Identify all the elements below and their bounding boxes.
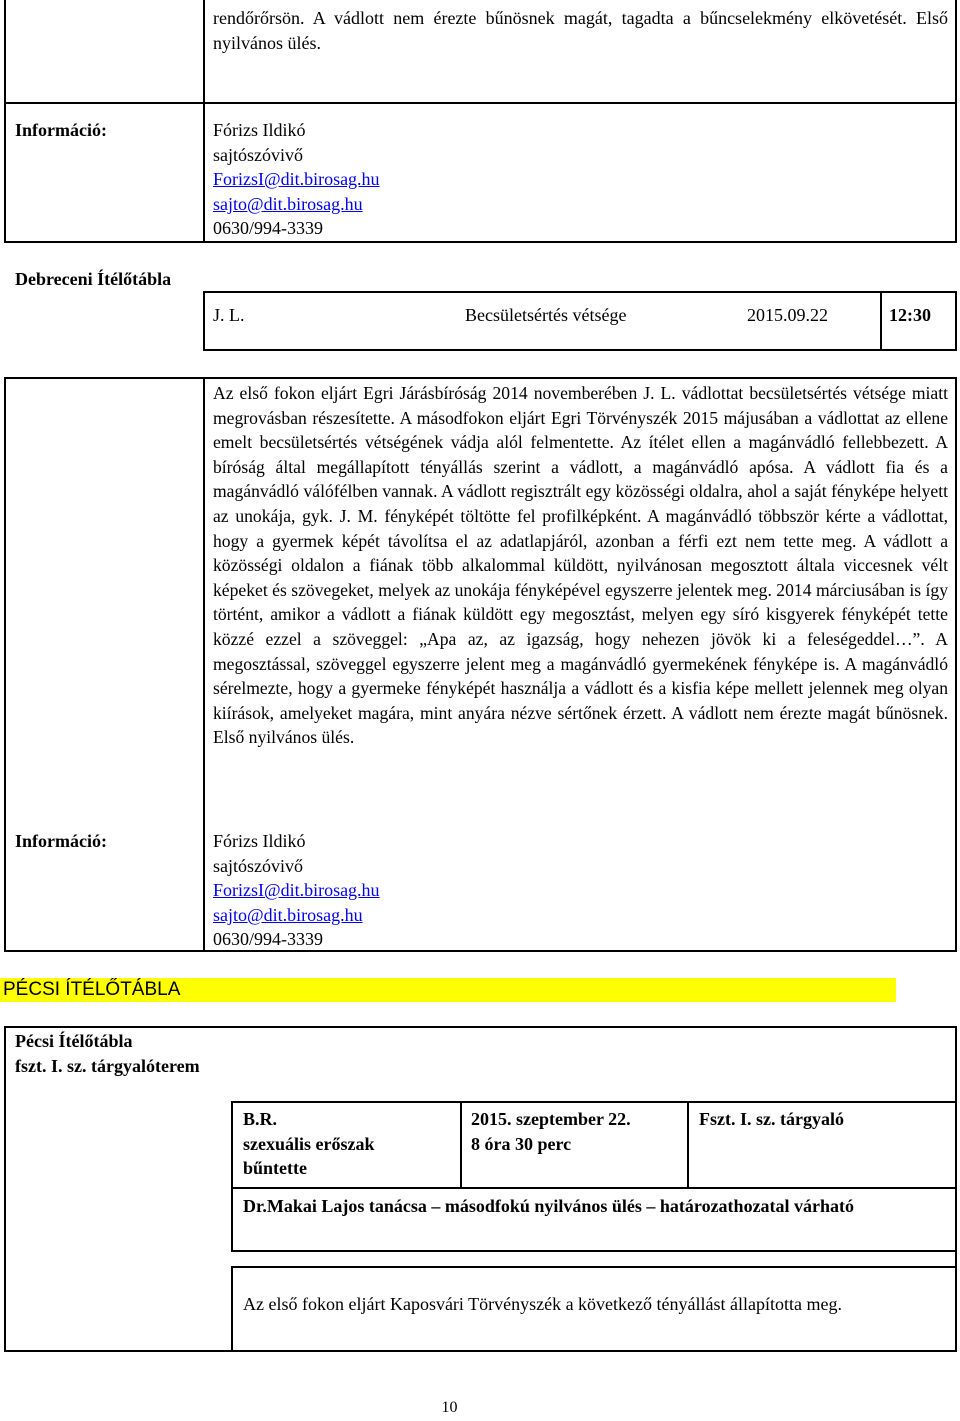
desc-table-right	[955, 377, 957, 952]
info2-email1-link[interactable]: ForizsI@dit.birosag.hu	[213, 880, 380, 901]
case-info	[243, 1107, 374, 1181]
page-number: 10	[441, 1399, 458, 1416]
case-table-top	[231, 1101, 955, 1103]
deb-date: 2015.09.22	[747, 305, 828, 325]
deb-time: 12:30	[889, 305, 931, 325]
table-row-divider	[4, 102, 957, 104]
deb-charge: Becsületsértés vétsége	[465, 305, 627, 325]
deb-description: Az első fokon eljárt Egri Járásbíróság 2014 novemberében J. L. vádlottat becsületsértés vétsége miatt megrovásban részesítette. A másodfokon eljárt Egri Törvényszék 2015 májusában a vádlottat az ellene emelt becsületsértés vétségének vádja alól felmentette. Az ítélet ellen a magánvádló fellebbezett. A bíróság által megállapított tényállás szerint a vádlott, a magánvádló apósa. A vádlott fia és a magánvádló válófélben vannak. A vádlott regisztrált egy közösségi oldalra, ahol a saját fényképe helyett az unokája, gyk. J. M. fényképét töltötte fel profilképként. A magánvádló többször kérte a vádlottat, hogy a gyermek képét távolítsa el az adatlapjáról, azonban a férfi ezt nem tette meg. A vádlott a közösségi oldalon a fiának több alkalommal küldött, nyilvánosan megosztott általa viccesnek vélt képeket és szövegeket, melyek az unokája fényképével egyszerre jelentek meg. 2014 márciusában is így történt, amikor a vádlott a fiának küldött egy megosztást, melyen egy síró kisgyerek fényképét tette közzé ezzel a szöveggel: „Apa az, az igazság, hogy nehezen jövök ki a feleségeddel…”. A megosztással, szöveggel egyszerre jelent meg a magánvádló gyermekének fényképe is. A magánvádló sérelmezte, hogy a gyermeke fényképét használja a vádlott és a kisfia képe mellett jelennek meg olyan kiírások, amelyeket magára, mint anyára nézve sértőnek érzett. A vádlott nem érezte magát bűnösnek. Első nyilvános ülés.	[213, 383, 948, 748]
table-border-right	[955, 0, 957, 243]
pecsi-box-left	[4, 1026, 6, 1352]
panel-left	[231, 1187, 233, 1252]
pecsi-box-bottom	[4, 1350, 957, 1352]
case-id: B.R.	[243, 1109, 278, 1129]
desc-table-mid	[203, 377, 205, 952]
case-charge-line1: szexuális erőszak	[243, 1133, 375, 1154]
desc-table-top	[4, 377, 957, 379]
desc-table-bottom	[4, 950, 957, 952]
case-table-left	[231, 1101, 233, 1189]
top-text: rendőrőrsön. A vádlott nem érezte bűnösnek magát, tagadta a bűncselekmény elkövetését. Első nyilvános ülés.	[213, 8, 948, 53]
desc-table-left	[4, 377, 6, 952]
case-col-divider1	[460, 1101, 462, 1189]
info1-role: sajtószóvivő	[213, 144, 303, 165]
case-panel: Dr.Makai Lajos tanácsa – másodfokú nyilvános ülés – határozathozatal várható	[243, 1196, 855, 1216]
info2-contact	[213, 829, 380, 952]
info2-email2-link[interactable]: sajto@dit.birosag.hu	[213, 904, 363, 925]
deb-table-left	[203, 291, 205, 351]
info1-label: Információ:	[15, 120, 107, 140]
table-border-left	[4, 0, 6, 243]
info1-name: Fórizs Ildikó	[213, 120, 306, 140]
deb-table-top	[203, 291, 957, 293]
info2-phone: 0630/994-3339	[213, 929, 323, 950]
info1-email1-link[interactable]: ForizsI@dit.birosag.hu	[213, 169, 380, 190]
info1-email2-link[interactable]: sajto@dit.birosag.hu	[213, 193, 363, 214]
case-location: Fszt. I. sz. tárgyaló	[699, 1109, 844, 1129]
pecsi-court: Pécsi Ítélőtábla	[15, 1031, 133, 1051]
info1-contact	[213, 118, 380, 241]
case-charge-line2: bűntette	[243, 1158, 307, 1179]
pecsi-desc-left	[231, 1266, 233, 1352]
panel-bottom	[231, 1250, 955, 1252]
case-time: 8 óra 30 perc	[471, 1133, 572, 1154]
debreceni-court-heading: Debreceni Ítélőtábla	[15, 269, 172, 289]
pecsi-box-top	[4, 1026, 957, 1028]
table-border-mid	[203, 0, 205, 243]
pecsi-room: fszt. I. sz. tárgyalóterem	[15, 1056, 200, 1076]
pecsi-box-right	[955, 1026, 957, 1352]
pecsi-desc-top	[231, 1266, 955, 1268]
pecsi-description: Az első fokon eljárt Kaposvári Törvényszék a következő tényállást állapította meg.	[243, 1294, 842, 1314]
info2-label: Információ:	[15, 831, 107, 851]
case-table-row-divider	[231, 1187, 955, 1189]
info1-phone: 0630/994-3339	[213, 218, 323, 239]
deb-time-divider	[880, 291, 882, 351]
table-bottom-border	[4, 241, 957, 243]
info2-role: sajtószóvivő	[213, 855, 303, 876]
case-datetime	[471, 1107, 631, 1156]
pecsi-heading: PÉCSI ÍTÉLŐTÁBLA	[0, 978, 896, 1002]
deb-defendant: J. L.	[213, 305, 245, 325]
case-date: 2015. szeptember 22.	[471, 1109, 631, 1129]
deb-table-bottom	[203, 349, 957, 351]
deb-table-right	[955, 291, 957, 351]
info2-name: Fórizs Ildikó	[213, 831, 306, 851]
case-col-divider2	[687, 1101, 689, 1189]
